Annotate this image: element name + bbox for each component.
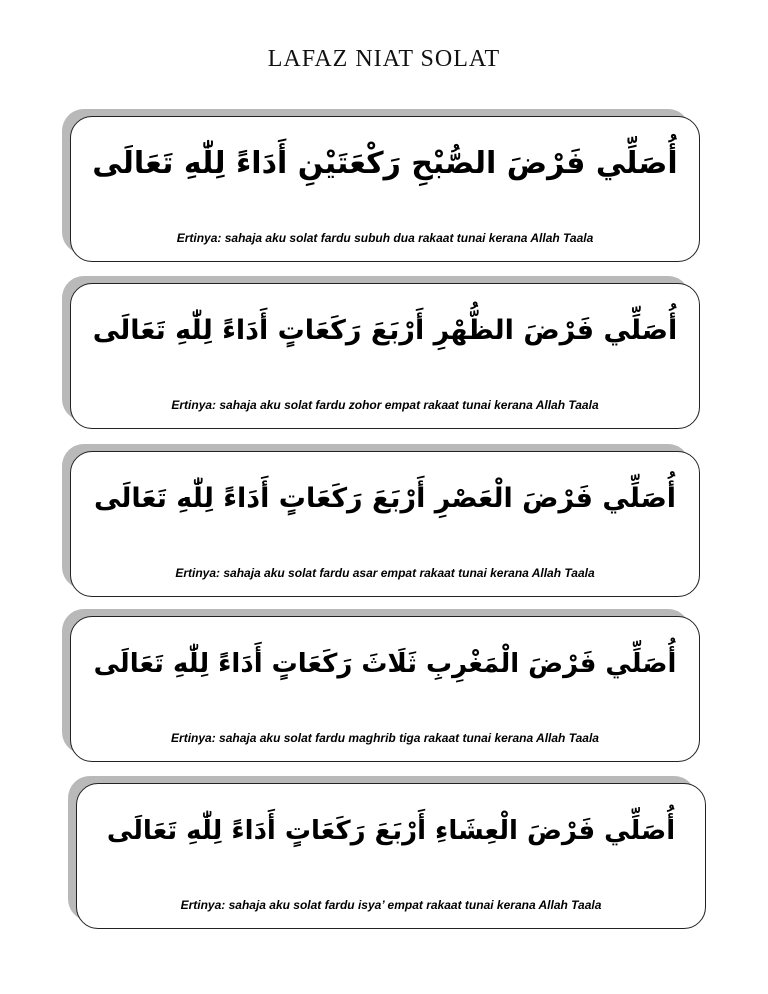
arabic-niat-text: أُصَلِّي فَرْضَ الْمَغْرِبِ ثَلَاثَ رَكَعَاتٍ أَدَاءً لِلّٰهِ تَعَالَى [93, 649, 677, 679]
card-frame [70, 116, 700, 262]
niat-card-isyak [76, 783, 706, 929]
page-title: LAFAZ NIAT SOLAT [267, 46, 501, 72]
arabic-niat-text: أُصَلِّي فَرْضَ الصُّبْحِ رَكْعَتَيْنِ أَدَاءً لِلّٰهِ تَعَالَى [92, 146, 678, 181]
arabic-niat-text: أُصَلِّي فَرْضَ الظُّهْرِ أَرْبَعَ رَكَعَاتٍ أَدَاءً لِلّٰهِ تَعَالَى [92, 315, 678, 346]
arabic-niat-text: أُصَلِّي فَرْضَ الْعَصْرِ أَرْبَعَ رَكَعَاتٍ أَدَاءً لِلّٰهِ تَعَالَى [93, 483, 677, 514]
meaning-text: Ertinya: sahaja aku solat fardu subuh dua rakaat tunai kerana Allah Taala [176, 231, 594, 245]
niat-card-maghrib [70, 616, 700, 762]
card-frame [70, 616, 700, 762]
meaning-text: Ertinya: sahaja aku solat fardu isya’ empat rakaat tunai kerana Allah Taala [180, 898, 602, 912]
niat-card-zohor [70, 283, 700, 429]
arabic-niat-text: أُصَلِّي فَرْضَ الْعِشَاءِ أَرْبَعَ رَكَعَاتٍ أَدَاءً لِلّٰهِ تَعَالَى [106, 816, 676, 846]
niat-card-subuh [70, 116, 700, 262]
card-frame [70, 451, 700, 597]
card-frame [70, 283, 700, 429]
meaning-text: Ertinya: sahaja aku solat fardu maghrib tiga rakaat tunai kerana Allah Taala [171, 731, 599, 745]
meaning-text: Ertinya: sahaja aku solat fardu zohor empat rakaat tunai kerana Allah Taala [171, 398, 599, 412]
niat-card-asar [70, 451, 700, 597]
meaning-text: Ertinya: sahaja aku solat fardu asar empat rakaat tunai kerana Allah Taala [175, 566, 595, 580]
card-frame [76, 783, 706, 929]
